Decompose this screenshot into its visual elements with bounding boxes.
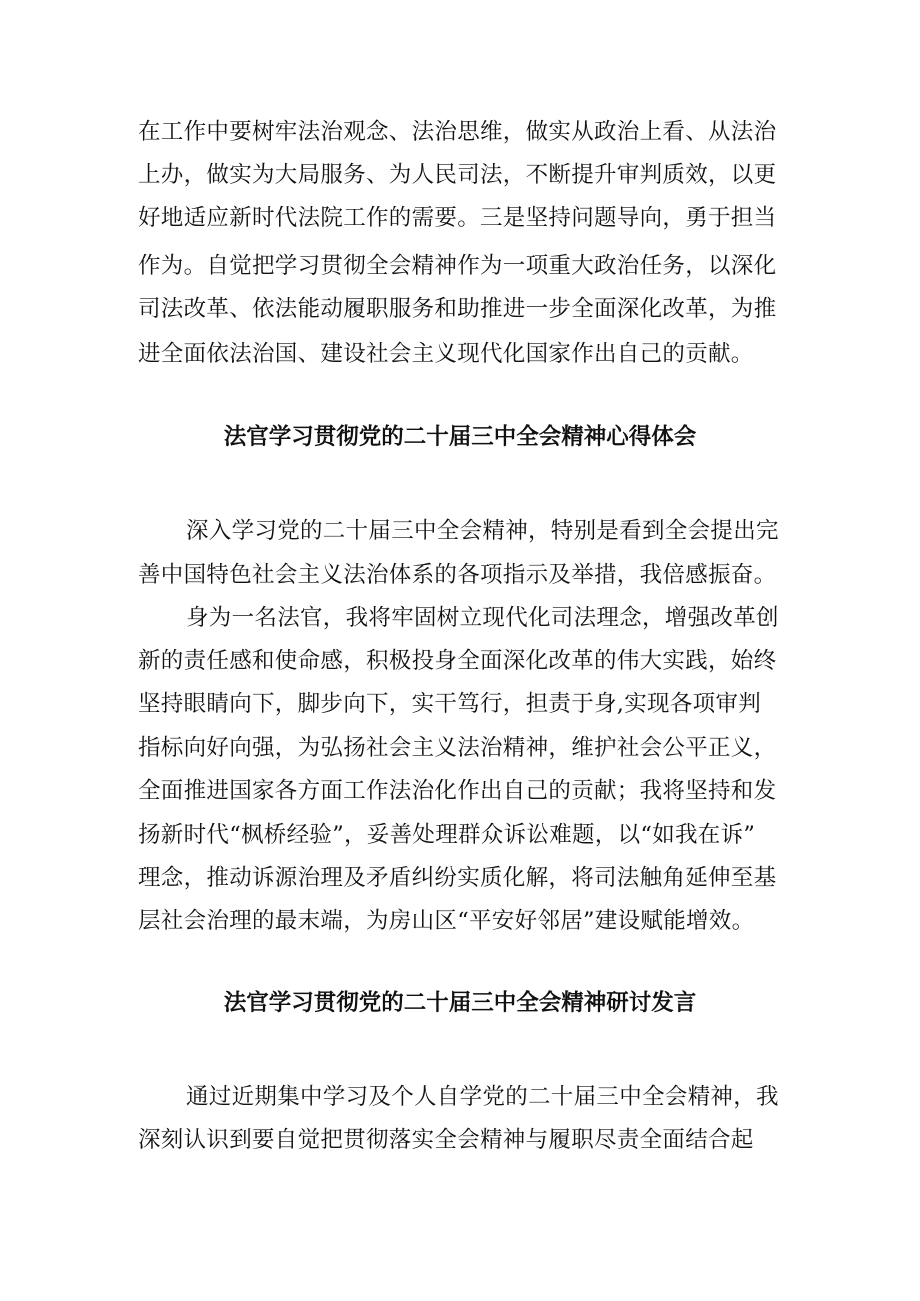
text-line: 通过近期集中学习及个人自学党的二十届三中全会精神，我 xyxy=(186,1084,779,1110)
text-line: 好地适应新时代法院工作的需要。三是坚持问题导向，勇于担当 xyxy=(138,205,777,231)
text-line: 深刻认识到要自觉把贯彻落实全会精神与履职尽责全面结合起 xyxy=(138,1127,754,1153)
text-line: 新的责任感和使命感，积极投身全面深化改革的伟大实践，始终 xyxy=(138,648,777,674)
text-line: 司法改革、依法能动履职服务和助推进一步全面深化改革，为推 xyxy=(138,296,777,322)
text-line: 在工作中要树牢法治观念、法治思维，做实从政治上看、从法治 xyxy=(138,119,777,145)
text-line: 身为一名法官，我将牢固树立现代化司法理念，增强改革创 xyxy=(186,605,779,631)
text-line: 深入学习党的二十届三中全会精神，特别是看到全会提出完 xyxy=(186,518,779,544)
section-heading-reflections: 法官学习贯彻党的二十届三中全会精神心得体会 xyxy=(223,424,697,450)
text-line: 层社会治理的最末端，为房山区“平安好邻居”建设赋能增效。 xyxy=(138,908,755,934)
text-line: 善中国特色社会主义法治体系的各项指示及举措，我倍感振奋。 xyxy=(138,562,777,588)
section-heading-discussion: 法官学习贯彻党的二十届三中全会精神研讨发言 xyxy=(223,990,697,1016)
text-line: 扬新时代“枫桥经验”，妥善处理群众诉讼难题，以“如我在诉” xyxy=(138,822,756,848)
text-line: 进全面依法治国、建设社会主义现代化国家作出自己的贡献。 xyxy=(138,341,754,367)
text-line: 理念，推动诉源治理及矛盾纠纷实质化解，将司法触角延伸至基 xyxy=(138,865,777,891)
text-line: 坚持眼睛向下，脚步向下，实干笃行，担责于身,实现各项审判 xyxy=(138,691,762,717)
text-line: 指标向好向强，为弘扬社会主义法治精神，维护社会公平正义， xyxy=(138,735,777,761)
text-line: 上办，做实为大局服务、为人民司法，不断提升审判质效，以更 xyxy=(138,162,777,188)
text-line: 全面推进国家各方面工作法治化作出自己的贡献；我将坚持和发 xyxy=(138,778,777,804)
text-line: 作为。自觉把学习贯彻全会精神作为一项重大政治任务，以深化 xyxy=(138,253,777,279)
